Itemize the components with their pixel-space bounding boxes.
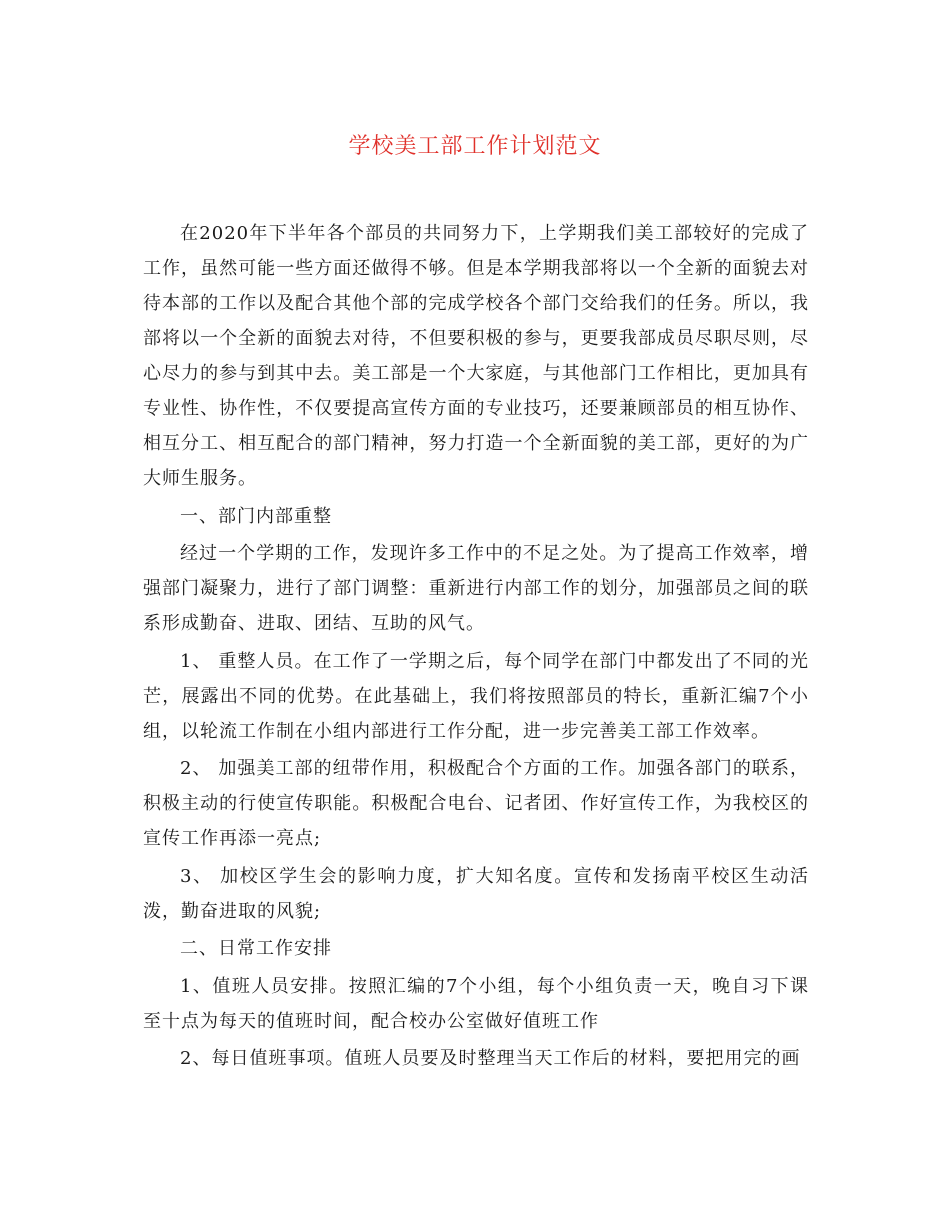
document-title: 学校美工部工作计划范文 bbox=[348, 134, 602, 159]
section-2-item-2: 2、每日值班事项。值班人员要及时整理当天工作后的材料，要把用完的画 bbox=[180, 1048, 801, 1069]
section-heading-2: 二、日常工作安排 bbox=[180, 938, 332, 959]
document-body bbox=[143, 216, 809, 1079]
section-2-item-1: 1、值班人员安排。按照汇编的7个小组，每个小组负责一天，晚自习下课至十点为每天的值班时间，配合校办公室做好值班工作 bbox=[143, 975, 809, 1032]
section-1-item-2: 2、 加强美工部的纽带作用，积极配合个方面的工作。加强各部门的联系，积极主动的行使宣传职能。积极配合电台、记者团、作好宣传工作，为我校区的宣传工作再添一亮点; bbox=[143, 758, 809, 849]
section-1-paragraph: 经过一个学期的工作，发现许多工作中的不足之处。为了提高工作效率，增强部门凝聚力，进行了部门调整：重新进行内部工作的划分，加强部员之间的联系形成勤奋、进取、团结、互助的风气。 bbox=[143, 543, 809, 634]
section-1-item-1: 1、 重整人员。在工作了一学期之后，每个同学在部门中都发出了不同的光芒，展露出不同的优势。在此基础上，我们将按照部员的特长，重新汇编7个小组，以轮流工作制在小组内部进行工作分配，进一步完善美工部工作效率。 bbox=[143, 650, 809, 742]
section-heading-1: 一、部门内部重整 bbox=[180, 505, 332, 527]
intro-paragraph: 在2020年下半年各个部员的共同努力下，上学期我们美工部较好的完成了工作，虽然可能一些方面还做得不够。但是本学期我部将以一个全新的面貌去对待本部的工作以及配合其他个部的完成学校各个部门交给我们的任务。所以，我部将以一个全新的面貌去对待，不但要积极的参与，更要我部成员尽职尽则，尽心尽力的参与到其中去。美工部是一个大家庭，与其他部门工作相比，更加具有专业性、协作性，不仅要提高宣传方面的专业技巧，还要兼顾部员的相互协作、相互分工、相互配合的部门精神，努力打造一个全新面貌的美工部，更好的为广大师生服务。 bbox=[143, 223, 809, 489]
section-1-item-3: 3、 加校区学生会的影响力度，扩大知名度。宣传和发扬南平校区生动活泼，勤奋进取的风貌; bbox=[143, 865, 809, 922]
